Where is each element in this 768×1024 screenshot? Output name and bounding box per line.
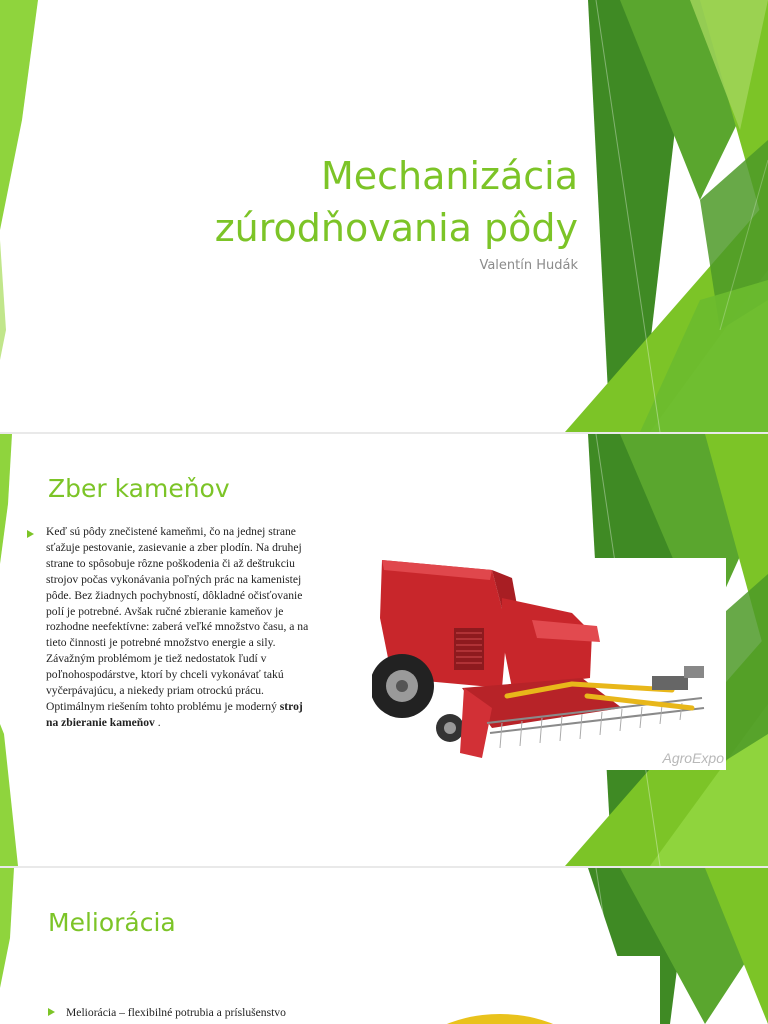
yellow-hose-illustration (400, 956, 660, 1024)
watermark-text: AgroExpo (662, 750, 724, 766)
bullet-arrow-icon (48, 1008, 55, 1016)
presentation-title (158, 150, 578, 254)
slide-title: Zber kameňov (48, 474, 230, 503)
bullet-bold-text: stroj na zbieranie kameňov (46, 699, 303, 729)
hose-coil-image (400, 956, 660, 1024)
bullet-text: Keď sú pôdy znečistené kameňmi, čo na jednej strane sťažuje pestovanie, zasievanie a zber plodín. Na druhej strane to spôsobuje rôzne poškodenia či až deštrukciu strojov počas vykonávania poľných prác na kamenistej pôde. Bez žiadnych pochybností, dôkladné očisťovanie polí je potrebné. Avšak ručné zbieranie kameňov je rozhodne neefektívne: zaberá veľké množstvo času, a na tieto činnosti je potrebné množstvo energie a sily. Závažným problémom je tiež nedostatok ľudí v poľnohospodárstve, ktorí by chceli vykonávať takú vyčerpávajúcu, a niekedy priam otrockú prácu. Optimálnym riešením tohto problému je moderný (46, 525, 309, 713)
author-name: Valentín Hudák (479, 258, 578, 273)
bullet-paragraph (46, 524, 312, 731)
bullet-text: Meliorácia – flexibilné potrubia a príslušenstvo (66, 1006, 286, 1019)
stone-picker-illustration (372, 558, 726, 770)
melioration-slide (0, 868, 768, 1024)
title-slide (0, 0, 768, 432)
bullet-end: . (154, 715, 161, 729)
title-line-2: zúrodňovania pôdy (214, 206, 578, 250)
title-line-1: Mechanizácia (320, 154, 578, 198)
slide-title: Meliorácia (48, 908, 176, 937)
bullet-arrow-icon (27, 530, 34, 538)
stone-picker-machine-image (372, 558, 726, 770)
stone-picking-slide (0, 434, 768, 866)
